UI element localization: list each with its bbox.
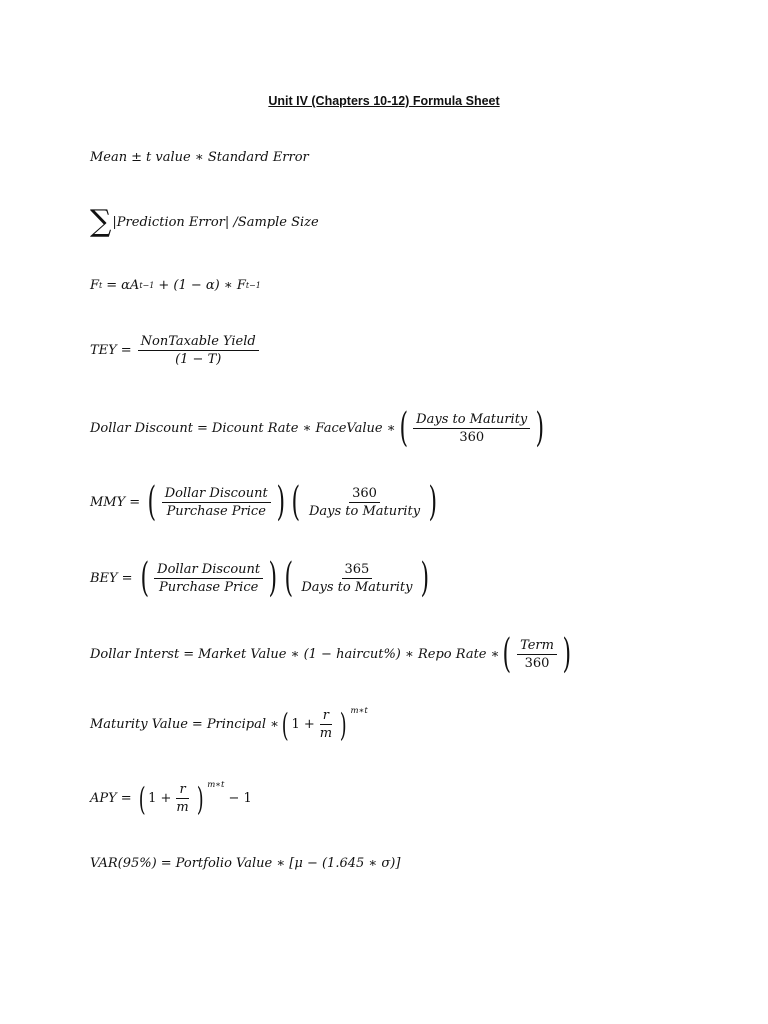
formula-lhs: VAR(95%): [90, 856, 157, 871]
equals-sign: =: [120, 791, 132, 806]
fraction: [154, 562, 263, 595]
numerator: Dollar Discount: [162, 486, 271, 503]
formula-lhs: Maturity Value: [90, 717, 188, 732]
formula-text: Market Value ∗ (1 − haircut%) ∗ Repo Rate ∗: [198, 646, 500, 662]
left-paren: (: [502, 631, 512, 677]
formula-text: Mean: [90, 150, 128, 165]
equals-sign: =: [191, 717, 203, 732]
fraction: [138, 334, 259, 367]
right-paren: ): [196, 779, 204, 818]
formula-bey: [90, 555, 433, 601]
formula-text: Principal ∗: [206, 717, 279, 732]
fraction: [173, 782, 191, 815]
denominator: m: [319, 726, 333, 741]
left-paren: (: [284, 555, 293, 601]
left-paren: (: [281, 705, 289, 744]
formula-text: |Prediction Error| /Sample Size: [112, 214, 319, 230]
numerator: 365: [342, 562, 373, 579]
fraction: [517, 638, 557, 671]
numerator: 360: [349, 486, 380, 503]
denominator: m: [176, 800, 189, 815]
plus-minus-sign: ±: [131, 150, 143, 165]
denominator: Days to Maturity: [308, 503, 421, 519]
formula-text: Dicount Rate ∗ FaceValue ∗: [211, 420, 396, 436]
numerator: Term: [517, 638, 557, 655]
denominator: Purchase Price: [158, 579, 259, 595]
right-paren: ): [428, 479, 438, 525]
fraction: [317, 708, 335, 741]
formula-text: 1 +: [148, 791, 172, 806]
denominator: 360: [459, 429, 485, 445]
fraction: [162, 486, 271, 519]
right-paren: ): [535, 405, 545, 451]
denominator: Purchase Price: [166, 503, 266, 519]
denominator: Days to Maturity: [301, 579, 413, 595]
numerator: r: [176, 782, 188, 799]
exponent: m∗t: [207, 779, 225, 790]
left-paren: (: [138, 779, 146, 818]
right-paren: ): [562, 631, 572, 677]
formula-apy: [90, 779, 252, 818]
fraction: [298, 562, 415, 595]
left-paren: (: [291, 479, 301, 525]
formula-tey: [90, 334, 261, 367]
equals-sign: =: [106, 278, 118, 293]
equals-sign: =: [129, 494, 141, 510]
formula-lhs: Dollar Interst: [90, 646, 180, 662]
formula-dollar-discount: [90, 405, 548, 451]
equals-sign: =: [120, 343, 132, 358]
formula-text: − 1: [228, 791, 252, 806]
right-paren: ): [276, 479, 285, 525]
summation-icon: ∑: [90, 204, 112, 239]
formula-lhs: BEY: [90, 570, 118, 586]
exponent: m∗t: [350, 705, 368, 716]
formula-mean-absolute-deviation: [90, 204, 319, 239]
formula-lhs: APY: [90, 791, 117, 806]
left-paren: (: [140, 555, 149, 601]
formula-text: + (1 − α) ∗ F: [158, 278, 246, 293]
equals-sign: =: [183, 646, 195, 662]
formula-text: F: [90, 278, 100, 293]
fraction: [413, 412, 530, 445]
formula-text: αA: [121, 278, 140, 293]
left-paren: (: [399, 405, 408, 451]
right-paren: ): [268, 555, 278, 601]
formula-exponential-smoothing: [90, 278, 261, 293]
formula-text: 1 +: [291, 717, 315, 732]
formula-maturity-value: [90, 705, 368, 744]
formula-lhs: TEY: [90, 343, 117, 358]
equals-sign: =: [160, 856, 172, 871]
formula-mmy: [90, 479, 441, 525]
numerator: r: [320, 708, 332, 725]
equals-sign: =: [121, 570, 133, 586]
subscript: t−1: [245, 281, 261, 290]
subscript: t: [99, 281, 103, 290]
subscript: t−1: [139, 281, 155, 290]
numerator: Dollar Discount: [154, 562, 263, 579]
formula-var: [90, 856, 400, 871]
formula-dollar-interest: [90, 631, 575, 677]
equals-sign: =: [197, 420, 208, 436]
formula-confidence-interval: [90, 150, 309, 165]
formula-lhs: MMY: [90, 494, 126, 510]
denominator: (1 − T): [175, 352, 222, 367]
right-paren: ): [339, 705, 347, 744]
formula-text: t value ∗ Standard Error: [146, 150, 309, 165]
numerator: Days to Maturity: [413, 412, 530, 429]
page-title: Unit IV (Chapters 10-12) Formula Sheet: [268, 94, 500, 108]
left-paren: (: [147, 479, 157, 525]
fraction: [306, 486, 423, 519]
right-paren: ): [420, 555, 430, 601]
formula-text: Portfolio Value ∗ [μ − (1.645 ∗ σ)]: [175, 856, 401, 871]
formula-lhs: Dollar Discount: [90, 420, 193, 436]
numerator: NonTaxable Yield: [138, 334, 259, 351]
denominator: 360: [524, 655, 550, 671]
